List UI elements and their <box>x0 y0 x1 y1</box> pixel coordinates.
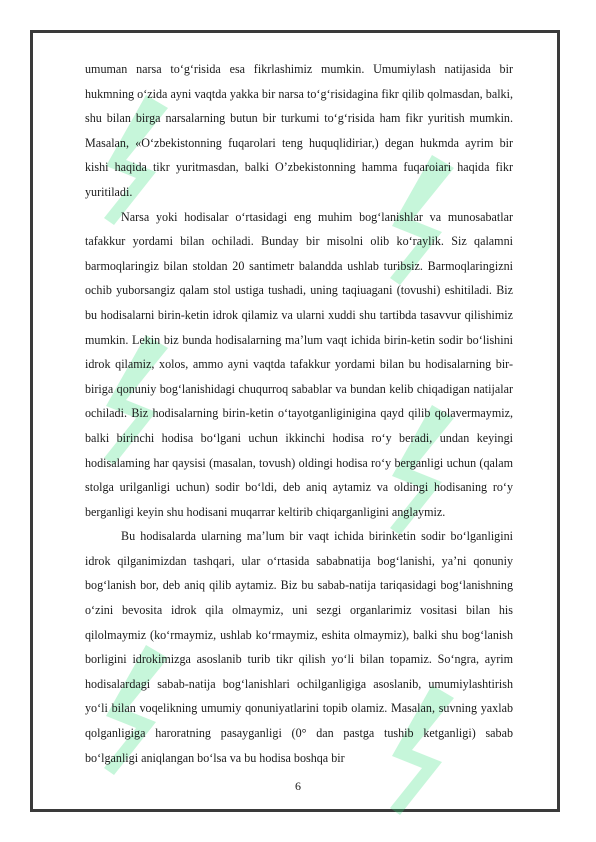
paragraph-3: Bu hodisalarda ularning ma’lum bir vaqt ichida birinketin sodir bo‘lganligini idrok qilganimizdan tashqari, ular o‘rtasida sababnatija bog‘lanishi, ya’ni qonuniy bog‘lanish bor, deb aniq qilib aytamiz. Biz bu sabab-natija tariqasidagi bog‘lanishning o‘zini bevosita idrok qila olmaymiz, uni sezgi organlarimiz vositasi bilan his qilolmaymiz (ko‘rmaymiz, ushlab ko‘rmaymiz, eshita olmaymiz), balki shu bog‘lanish borligini idrokimizga asoslanib turib tikr qilish yo‘li bilan topamiz. So‘ngra, ayrim hodisalardagi sabab-natija bog‘lanishlari ochilganligiga asoslanib, umumiylashtirish yo‘li bilan voqelikning umumiy qonuniyatlarini topib olamiz. Masalan, suvning yaxlab qolganligiga haroratning pasayganligi (0° dan pastga tushib ketganligi) sabab bo‘lganligi aniqlangan bo‘lsa va bu hodisa boshqa bir <box>85 529 513 765</box>
paragraph-2: Narsa yoki hodisalar o‘rtasidagi eng muhim bog‘lanishlar va munosabatlar tafakkur yordami bilan ochiladi. Bunday bir misolni olib ko‘raylik. Siz qalamni barmoqlaringiz bilan stoldan 20 santimetr balandda ushlab turibsiz. Barmoqlaringizni ochib yuborsangiz qalam stol ustiga tushadi, uning taqiuagani (tovushi) eshitiladi. Biz bu hodisalarni birin-ketin idrok qilamiz va ularni xuddi shu tartibda tasavvur qilishimiz mumkin. Lekin biz bunda hodisalarning ma’lum vaqt ichida birin-ketin sodir bo‘lishini idrok qilamiz, xolos, ammo ayni vaqtda tafakkur yordami bilan bu hodisalarning bir-biriga qonuniy bog‘lanishidagi chuqurroq sabablar va bundan kelib chiqadigan natijalar ochiladi. Biz hodisalarning birin-ketin o‘tayotganliginigina qayd qilib qolavermaymiz, balki birinchi hodisa bo‘lgani uchun ikkinchi hodisa ro‘y beradi, undan keyingi hodisalaming har qaysisi (masalan, tovush) oldingi hodisa ro‘y berganligi uchun (qalam stolga urilganligi uchun) sodir bo‘ldi, deb aniq aytamiz va oldingi hodisaning ro‘y berganligi keyin shu hodisani muqarrar keltirib chiqarganligini anglaymiz. <box>85 209 513 519</box>
document-body <box>85 57 513 770</box>
page-number: 6 <box>295 779 301 793</box>
paragraph-1: umuman narsa to‘g‘risida esa fikrlashimiz mumkin. Umumiylash natijasida bir hukmning o‘zida ayni vaqtda yakka bir narsa to‘g‘risidagina fikr qilib qolmasdan, balki, shu bilan birga narsalarning butun bir turkumi to‘g‘risida ham fikr yuritish mumkin. Masalan, «O‘zbekistonning fuqarolari teng huquqlidiriar,) degan hukmda ayrim bir kishi haqida tikr yuritmasdan, balki O’zbekistonning hamma fuqaroiari haqida fikr yuritiladi. <box>85 62 513 199</box>
